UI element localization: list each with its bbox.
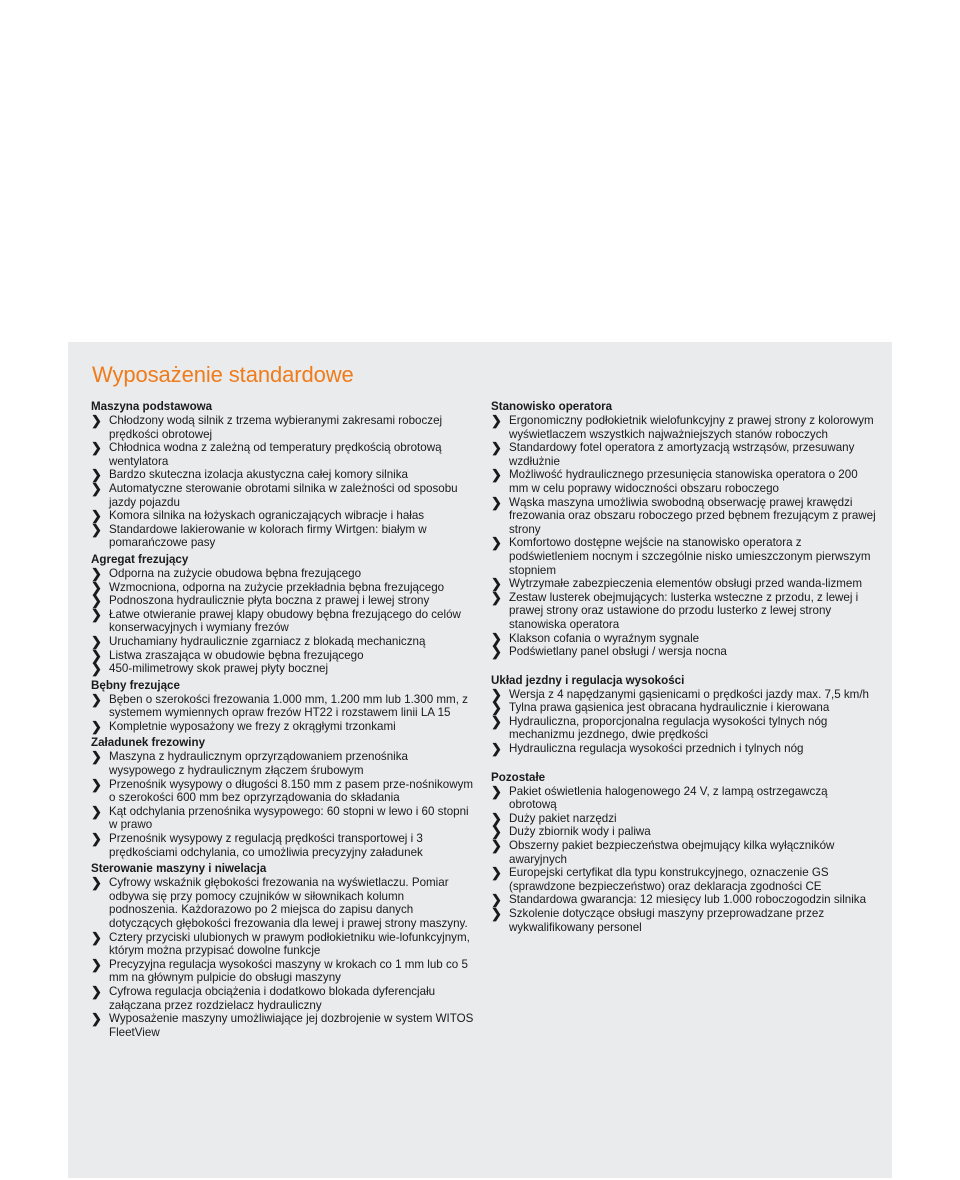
list-item-text: Kompletnie wyposażony we frezy z okrągłymi trzonkami <box>109 719 396 733</box>
list-item <box>91 958 476 985</box>
list-item-text: Komora silnika na łożyskach ograniczających wibracje i hałas <box>109 509 425 523</box>
list-item-text: Precyzyjna regulacja wysokości maszyny w krokach co 1 mm lub co 5 mm na głównym pulpicie do obsługi maszyny <box>109 957 468 985</box>
list-item <box>91 876 476 930</box>
list-item-text: 450-milimetrowy skok prawej płyty bocznej <box>109 662 329 676</box>
list-item <box>491 907 876 934</box>
list-item <box>491 645 876 659</box>
list-item-text: Uruchamiany hydraulicznie zgarniacz z blokadą mechaniczną <box>109 634 426 648</box>
list-item <box>491 701 876 715</box>
right-column <box>491 400 876 937</box>
chevron-right-icon: ❯ <box>491 535 502 551</box>
list-item <box>491 839 876 866</box>
chevron-right-icon: ❯ <box>91 440 102 456</box>
list-item <box>91 482 476 509</box>
list-item <box>491 577 876 591</box>
chevron-right-icon: ❯ <box>491 713 502 729</box>
list-item <box>91 567 476 581</box>
list-item <box>91 720 476 734</box>
list-item <box>91 509 476 523</box>
chevron-right-icon: ❯ <box>91 1011 102 1027</box>
list-item-text: Bardzo skuteczna izolacja akustyczna całej komory silnika <box>109 468 408 482</box>
section-pozostale <box>491 771 876 935</box>
list-item-text: Automatyczne sterowanie obrotami silnika w zależności od sposobu jazdy pojazdu <box>109 481 458 509</box>
section-zaladunek-frezowiny <box>91 736 476 859</box>
chevron-right-icon: ❯ <box>91 413 102 428</box>
list-item-text: Podświetlany panel obsługi / wersja nocna <box>509 645 727 659</box>
list-item-text: Odporna na zużycie obudowa bębna frezującego <box>109 566 362 580</box>
section-heading: Sterowanie maszyny i niwelacja <box>91 862 267 876</box>
chevron-right-icon: ❯ <box>91 691 102 707</box>
list-item <box>91 662 476 676</box>
chevron-right-icon: ❯ <box>91 521 102 537</box>
list-item-text: Listwa zraszająca w obudowie bębna frezującego <box>109 648 364 662</box>
chevron-right-icon: ❯ <box>91 480 102 496</box>
section-uklad-jezdny-i-regulacja-wysokosci <box>491 674 876 756</box>
list-item <box>491 536 876 577</box>
chevron-right-icon: ❯ <box>491 630 502 646</box>
section-stanowisko-operatora <box>491 400 876 659</box>
chevron-right-icon: ❯ <box>91 593 102 609</box>
list-item-text: Standardowa gwarancja: 12 miesięcy lub 1.000 roboczogodzin silnika <box>509 893 867 907</box>
list-item <box>91 649 476 663</box>
section-heading: Układ jezdny i regulacja wysokości <box>491 673 685 687</box>
list-item <box>91 468 476 482</box>
chevron-right-icon: ❯ <box>491 494 502 510</box>
list-item <box>91 594 476 608</box>
list-item <box>491 414 876 441</box>
list-item <box>491 785 876 812</box>
list-item-text: Europejski certyfikat dla typu konstrukcyjnego, oznaczenie GS (sprawdzone bezpieczeństwo) oraz deklaracja zgodności CE <box>509 866 829 893</box>
chevron-right-icon: ❯ <box>491 906 502 921</box>
chevron-right-icon: ❯ <box>91 718 102 734</box>
list-item-text: Możliwość hydraulicznego przesunięcia stanowiska operatora o 200 mm w celu poprawy widoczności obszaru roboczego <box>509 468 858 495</box>
list-item <box>91 1012 476 1039</box>
list-item <box>491 825 876 839</box>
list-item-text: Duży zbiornik wody i paliwa <box>509 825 651 839</box>
section-heading: Pozostałe <box>491 770 546 784</box>
list-item-text: Przenośnik wysypowy o długości 8.150 mm z pasem prze-nośnikowym o szerokości 600 mm bez oprzyrządowania do składania <box>109 777 474 805</box>
list-item <box>491 688 876 702</box>
list-item-text: Duży pakiet narzędzi <box>509 811 617 825</box>
chevron-right-icon: ❯ <box>91 776 102 792</box>
list-item <box>491 893 876 907</box>
bullet-list <box>91 876 476 1039</box>
section-maszyna-podstawowa <box>91 400 476 550</box>
section-agregat-frezujacy <box>91 553 476 676</box>
bullet-list <box>91 750 476 859</box>
list-item-text: Standardowy fotel operatora z amortyzacją wstrząsów, przesuwany wzdłużnie <box>509 441 855 468</box>
list-item <box>491 468 876 495</box>
list-item-text: Ergonomiczny podłokietnik wielofunkcyjny z prawej strony z kolorowym wyświetlaczem wszystkich najważniejszych stanów roboczych <box>509 414 874 441</box>
chevron-right-icon: ❯ <box>91 875 102 891</box>
chevron-right-icon: ❯ <box>91 929 102 945</box>
list-item <box>91 805 476 832</box>
section-heading: Załadunek frezowiny <box>91 736 206 750</box>
list-item-text: Zestaw lusterek obejmujących: lusterka wsteczne z przodu, z lewej i prawej strony oraz ustawione do przodu lusterko z lewej strony stanowiska operatora <box>509 590 859 631</box>
list-item <box>91 635 476 649</box>
bullet-list <box>91 567 476 676</box>
chevron-right-icon: ❯ <box>491 644 502 660</box>
list-item <box>91 750 476 777</box>
chevron-right-icon: ❯ <box>491 810 502 826</box>
list-item <box>91 778 476 805</box>
list-item-text: Cztery przyciski ulubionych w prawym podłokietniku wie-lofunkcyjnym, którym można przypisać dowolne funkcje <box>109 930 470 958</box>
chevron-right-icon: ❯ <box>91 508 102 524</box>
list-item <box>491 496 876 537</box>
chevron-right-icon: ❯ <box>491 865 502 881</box>
list-item <box>91 414 476 441</box>
list-item <box>491 866 876 893</box>
list-item-text: Wyposażenie maszyny umożliwiające jej dozbrojenie w system WITOS FleetView <box>109 1012 474 1039</box>
list-item <box>491 742 876 756</box>
list-item-text: Hydrauliczna, proporcjonalna regulacja wysokości tylnych nóg mechanizmu jezdnego, dwie prędkości <box>509 714 828 742</box>
chevron-right-icon: ❯ <box>491 686 502 702</box>
list-item <box>91 832 476 859</box>
chevron-right-icon: ❯ <box>491 741 502 757</box>
chevron-right-icon: ❯ <box>491 824 502 840</box>
section-heading: Stanowisko operatora <box>491 400 613 413</box>
list-item-text: Pakiet oświetlenia halogenowego 24 V, z lampą ostrzegawczą obrotową <box>509 784 828 812</box>
list-item <box>91 441 476 468</box>
list-item <box>491 591 876 632</box>
bullet-list <box>491 688 876 756</box>
chevron-right-icon: ❯ <box>91 983 102 999</box>
chevron-right-icon: ❯ <box>91 956 102 972</box>
chevron-right-icon: ❯ <box>491 589 502 605</box>
page-title: Wyposażenie standardowe <box>92 362 354 387</box>
chevron-right-icon: ❯ <box>491 700 502 716</box>
list-item <box>491 715 876 742</box>
list-item <box>91 608 476 635</box>
bullet-list <box>91 693 476 734</box>
chevron-right-icon: ❯ <box>91 749 102 765</box>
list-item-text: Łatwe otwieranie prawej klapy obudowy bębna frezującego do celów konserwacyjnych i wymiany frezów <box>109 607 461 635</box>
list-item-text: Tylna prawa gąsienica jest obracana hydraulicznie i kierowana <box>509 701 830 715</box>
chevron-right-icon: ❯ <box>91 467 102 483</box>
list-item-text: Szkolenie dotyczące obsługi maszyny przeprowadzane przez wykwalifikowany personel <box>509 907 825 934</box>
chevron-right-icon: ❯ <box>491 783 502 799</box>
list-item-text: Chłodnica wodna z zależną od temperatury prędkością obrotową wentylatora <box>109 441 442 468</box>
list-item-text: Podnoszona hydraulicznie płyta boczna z prawej i lewej strony <box>109 594 430 608</box>
chevron-right-icon: ❯ <box>91 606 102 622</box>
equipment-panel <box>68 342 892 1178</box>
section-heading: Agregat frezujący <box>91 552 189 566</box>
list-item-text: Hydrauliczna regulacja wysokości przednich i tylnych nóg <box>509 742 804 756</box>
list-item-text: Cyfrowa regulacja obciążenia i dodatkowo blokada dyferencjału załączana przez rozdzielacz hydrauliczny <box>109 984 436 1012</box>
chevron-right-icon: ❯ <box>91 803 102 819</box>
bullet-list <box>491 785 876 935</box>
chevron-right-icon: ❯ <box>491 467 502 483</box>
section-sterowanie-maszyny-i-niwelacja <box>91 862 476 1039</box>
chevron-right-icon: ❯ <box>491 576 502 592</box>
list-item <box>91 985 476 1012</box>
chevron-right-icon: ❯ <box>91 579 102 595</box>
list-item <box>91 523 476 550</box>
section-heading: Bębny frezujące <box>91 678 180 692</box>
list-item-text: Przenośnik wysypowy z regulacją prędkości transportowej i 3 prędkościami odchylania, co umożliwia precyzyjny załadunek <box>109 832 423 859</box>
list-item-text: Cyfrowy wskaźnik głębokości frezowania na wyświetlaczu. Pomiar odbywa się przy pomocy czujników w siłownikach kolumn podnoszenia. Każdorazowo po 2 miejsca do zapisu danych dotyczących głębokości frezowania dla lewej i prawej strony maszyny. <box>109 876 468 930</box>
list-item <box>491 812 876 826</box>
list-item <box>91 693 476 720</box>
list-item <box>491 632 876 646</box>
list-item <box>91 581 476 595</box>
chevron-right-icon: ❯ <box>91 633 102 649</box>
chevron-right-icon: ❯ <box>91 661 102 677</box>
list-item-text: Kąt odchylania przenośnika wysypowego: 60 stopni w lewo i 60 stopni w prawo <box>109 804 469 832</box>
list-item-text: Klakson cofania o wyraźnym sygnale <box>509 631 700 645</box>
list-item-text: Wersja z 4 napędzanymi gąsienicami o prędkości jazdy max. 7,5 km/h <box>509 687 869 701</box>
list-item-text: Komfortowo dostępne wejście na stanowisko operatora z podświetleniem nocnym i szczególnie nisko umieszczonym pierwszym stopniem <box>509 536 871 577</box>
list-item-text: Maszyna z hydraulicznym oprzyrządowaniem przenośnika wysypowego z hydraulicznym złączem śrubowym <box>109 750 408 778</box>
list-item-text: Wąska maszyna umożliwia swobodną obserwację prawej krawędzi frezowania oraz obszaru roboczego przed bębnem frezującym z prawej strony <box>509 495 876 536</box>
chevron-right-icon: ❯ <box>491 838 502 854</box>
section-heading: Maszyna podstawowa <box>91 400 213 413</box>
list-item-text: Wzmocniona, odporna na zużycie przekładnia bębna frezującego <box>109 580 445 594</box>
section-bebny-frezujace <box>91 679 476 734</box>
left-column <box>91 400 476 1042</box>
bullet-list <box>91 414 476 550</box>
list-item-text: Wytrzymałe zabezpieczenia elementów obsługi przed wanda-lizmem <box>509 577 863 591</box>
list-item <box>91 931 476 958</box>
chevron-right-icon: ❯ <box>491 440 502 456</box>
chevron-right-icon: ❯ <box>91 831 102 847</box>
chevron-right-icon: ❯ <box>91 565 102 581</box>
chevron-right-icon: ❯ <box>491 892 502 908</box>
list-item <box>491 441 876 468</box>
list-item-text: Bęben o szerokości frezowania 1.000 mm, 1.200 mm lub 1.300 mm, z systemem wymiennych opraw frezów HT22 i rozstawem linii LA 15 <box>109 692 468 720</box>
list-item-text: Obszerny pakiet bezpieczeństwa obejmujący kilka wyłączników awaryjnych <box>509 839 835 866</box>
chevron-right-icon: ❯ <box>91 647 102 663</box>
chevron-right-icon: ❯ <box>491 413 502 428</box>
list-item-text: Standardowe lakierowanie w kolorach firmy Wirtgen: białym w pomarańczowe pasy <box>109 522 427 550</box>
list-item-text: Chłodzony wodą silnik z trzema wybieranymi zakresami roboczej prędkości obrotowej <box>109 414 443 441</box>
bullet-list <box>491 414 876 659</box>
